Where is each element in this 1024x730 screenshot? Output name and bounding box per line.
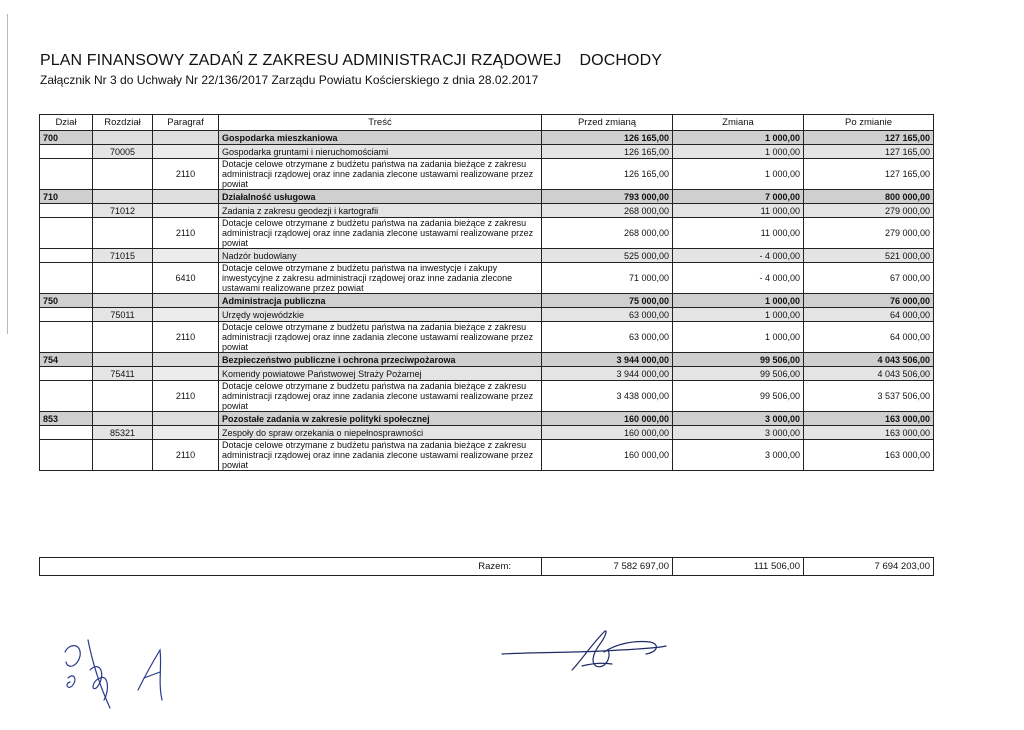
cell-po: 3 537 506,00 bbox=[804, 381, 934, 412]
cell-rozdzial: 71015 bbox=[93, 249, 153, 263]
cell-przed: 126 165,00 bbox=[542, 131, 673, 145]
cell-dzial: 853 bbox=[40, 412, 93, 426]
cell-dzial bbox=[40, 145, 93, 159]
cell-tresc: Dotacje celowe otrzymane z budżetu państwa na zadania bieżące z zakresu administracji rządowej oraz inne zadania zlecone ustawami realizowane przez powiat bbox=[219, 381, 542, 412]
table-row-par bbox=[40, 263, 934, 294]
cell-rozdzial: 75411 bbox=[93, 367, 153, 381]
signature-right bbox=[500, 622, 670, 682]
cell-przed: 793 000,00 bbox=[542, 190, 673, 204]
cell-tresc: Dotacje celowe otrzymane z budżetu państwa na zadania bieżące z zakresu administracji rządowej oraz inne zadania zlecone ustawami realizowane przez powiat bbox=[219, 218, 542, 249]
cell-zmiana: 1 000,00 bbox=[673, 294, 804, 308]
cell-rozdzial bbox=[93, 440, 153, 471]
cell-dzial: 754 bbox=[40, 353, 93, 367]
cell-paragraf bbox=[153, 308, 219, 322]
cell-dzial bbox=[40, 440, 93, 471]
cell-zmiana: 1 000,00 bbox=[673, 131, 804, 145]
cell-zmiana: 99 506,00 bbox=[673, 367, 804, 381]
cell-po: 64 000,00 bbox=[804, 308, 934, 322]
cell-po: 67 000,00 bbox=[804, 263, 934, 294]
cell-zmiana: - 4 000,00 bbox=[673, 249, 804, 263]
document-title bbox=[40, 52, 662, 70]
table-row-par bbox=[40, 218, 934, 249]
table-row-rozdzial bbox=[40, 249, 934, 263]
table-row-rozdzial bbox=[40, 426, 934, 440]
table-row-rozdzial bbox=[40, 308, 934, 322]
cell-przed: 3 438 000,00 bbox=[542, 381, 673, 412]
cell-paragraf bbox=[153, 353, 219, 367]
cell-tresc: Dotacje celowe otrzymane z budżetu państwa na inwestycje i zakupy inwestycyjne z zakresu administracji rządowej oraz inne zadania zlecone ustawami realizowane przez powiat bbox=[219, 263, 542, 294]
cell-przed: 126 165,00 bbox=[542, 159, 673, 190]
cell-przed: 268 000,00 bbox=[542, 204, 673, 218]
cell-zmiana: 1 000,00 bbox=[673, 308, 804, 322]
cell-paragraf bbox=[153, 412, 219, 426]
cell-przed: 3 944 000,00 bbox=[542, 367, 673, 381]
cell-tresc: Dotacje celowe otrzymane z budżetu państwa na zadania bieżące z zakresu administracji rządowej oraz inne zadania zlecone ustawami realizowane przez powiat bbox=[219, 322, 542, 353]
table-row-dzial bbox=[40, 412, 934, 426]
total-po: 7 694 203,00 bbox=[804, 558, 934, 576]
cell-zmiana: - 4 000,00 bbox=[673, 263, 804, 294]
table-body bbox=[40, 131, 934, 471]
finance-table bbox=[39, 114, 934, 471]
total-row bbox=[40, 558, 934, 576]
cell-rozdzial bbox=[93, 353, 153, 367]
col-header-zmiana: Zmiana bbox=[673, 115, 804, 131]
table-row-par bbox=[40, 322, 934, 353]
col-header-rozdzial: Rozdział bbox=[93, 115, 153, 131]
cell-po: 127 165,00 bbox=[804, 131, 934, 145]
table-row-rozdzial bbox=[40, 204, 934, 218]
signature-left bbox=[60, 630, 190, 720]
cell-paragraf: 2110 bbox=[153, 322, 219, 353]
cell-po: 521 000,00 bbox=[804, 249, 934, 263]
cell-tresc: Komendy powiatowe Państwowej Straży Pożarnej bbox=[219, 367, 542, 381]
total-zmiana: 111 506,00 bbox=[673, 558, 804, 576]
total-przed: 7 582 697,00 bbox=[542, 558, 673, 576]
cell-dzial bbox=[40, 308, 93, 322]
title-suffix: DOCHODY bbox=[579, 52, 662, 69]
table-row-dzial bbox=[40, 190, 934, 204]
table-header-row bbox=[40, 115, 934, 131]
col-header-przed: Przed zmianą bbox=[542, 115, 673, 131]
col-header-tresc: Treść bbox=[219, 115, 542, 131]
cell-paragraf: 6410 bbox=[153, 263, 219, 294]
table-row-rozdzial bbox=[40, 367, 934, 381]
cell-dzial bbox=[40, 204, 93, 218]
table-row-dzial bbox=[40, 294, 934, 308]
total-row-table bbox=[39, 557, 934, 576]
cell-po: 279 000,00 bbox=[804, 218, 934, 249]
cell-po: 4 043 506,00 bbox=[804, 367, 934, 381]
cell-paragraf: 2110 bbox=[153, 381, 219, 412]
cell-rozdzial bbox=[93, 218, 153, 249]
cell-zmiana: 11 000,00 bbox=[673, 218, 804, 249]
cell-zmiana: 99 506,00 bbox=[673, 381, 804, 412]
cell-rozdzial bbox=[93, 412, 153, 426]
cell-zmiana: 3 000,00 bbox=[673, 426, 804, 440]
cell-po: 163 000,00 bbox=[804, 440, 934, 471]
cell-tresc: Urzędy wojewódzkie bbox=[219, 308, 542, 322]
cell-tresc: Gospodarka gruntami i nieruchomościami bbox=[219, 145, 542, 159]
cell-zmiana: 7 000,00 bbox=[673, 190, 804, 204]
cell-paragraf bbox=[153, 190, 219, 204]
cell-rozdzial: 70005 bbox=[93, 145, 153, 159]
table-row-dzial bbox=[40, 131, 934, 145]
cell-dzial bbox=[40, 263, 93, 294]
cell-zmiana: 1 000,00 bbox=[673, 159, 804, 190]
cell-tresc: Zespoły do spraw orzekania o niepełnosprawności bbox=[219, 426, 542, 440]
cell-przed: 3 944 000,00 bbox=[542, 353, 673, 367]
cell-dzial bbox=[40, 367, 93, 381]
cell-dzial bbox=[40, 322, 93, 353]
table-row-dzial bbox=[40, 353, 934, 367]
cell-paragraf bbox=[153, 294, 219, 308]
cell-zmiana: 11 000,00 bbox=[673, 204, 804, 218]
cell-tresc: Działalność usługowa bbox=[219, 190, 542, 204]
cell-paragraf bbox=[153, 426, 219, 440]
col-header-po: Po zmianie bbox=[804, 115, 934, 131]
cell-po: 64 000,00 bbox=[804, 322, 934, 353]
cell-rozdzial: 85321 bbox=[93, 426, 153, 440]
cell-rozdzial bbox=[93, 159, 153, 190]
cell-dzial bbox=[40, 249, 93, 263]
cell-przed: 63 000,00 bbox=[542, 308, 673, 322]
cell-tresc: Gospodarka mieszkaniowa bbox=[219, 131, 542, 145]
col-header-paragraf: Paragraf bbox=[153, 115, 219, 131]
cell-zmiana: 99 506,00 bbox=[673, 353, 804, 367]
cell-zmiana: 3 000,00 bbox=[673, 440, 804, 471]
cell-tresc: Administracja publiczna bbox=[219, 294, 542, 308]
cell-przed: 160 000,00 bbox=[542, 426, 673, 440]
cell-paragraf bbox=[153, 204, 219, 218]
cell-paragraf bbox=[153, 367, 219, 381]
cell-tresc: Zadania z zakresu geodezji i kartografii bbox=[219, 204, 542, 218]
cell-przed: 126 165,00 bbox=[542, 145, 673, 159]
cell-dzial bbox=[40, 218, 93, 249]
cell-po: 163 000,00 bbox=[804, 426, 934, 440]
cell-dzial: 700 bbox=[40, 131, 93, 145]
cell-przed: 160 000,00 bbox=[542, 440, 673, 471]
cell-przed: 71 000,00 bbox=[542, 263, 673, 294]
cell-rozdzial: 71012 bbox=[93, 204, 153, 218]
cell-przed: 525 000,00 bbox=[542, 249, 673, 263]
page-edge-line bbox=[7, 14, 8, 334]
col-header-dzial: Dział bbox=[40, 115, 93, 131]
cell-tresc: Nadzór budowlany bbox=[219, 249, 542, 263]
cell-przed: 160 000,00 bbox=[542, 412, 673, 426]
cell-paragraf: 2110 bbox=[153, 440, 219, 471]
cell-rozdzial bbox=[93, 190, 153, 204]
cell-tresc: Bezpieczeństwo publiczne i ochrona przeciwpożarowa bbox=[219, 353, 542, 367]
cell-przed: 268 000,00 bbox=[542, 218, 673, 249]
cell-tresc: Dotacje celowe otrzymane z budżetu państwa na zadania bieżące z zakresu administracji rządowej oraz inne zadania zlecone ustawami realizowane przez powiat bbox=[219, 440, 542, 471]
cell-rozdzial bbox=[93, 263, 153, 294]
cell-tresc: Pozostałe zadania w zakresie polityki społecznej bbox=[219, 412, 542, 426]
total-label: Razem: bbox=[40, 558, 542, 576]
cell-po: 127 165,00 bbox=[804, 145, 934, 159]
cell-zmiana: 1 000,00 bbox=[673, 322, 804, 353]
cell-rozdzial: 75011 bbox=[93, 308, 153, 322]
cell-rozdzial bbox=[93, 131, 153, 145]
cell-rozdzial bbox=[93, 381, 153, 412]
cell-paragraf: 2110 bbox=[153, 159, 219, 190]
cell-po: 4 043 506,00 bbox=[804, 353, 934, 367]
title-main: PLAN FINANSOWY ZADAŃ Z ZAKRESU ADMINISTRACJI RZĄDOWEJ bbox=[40, 52, 562, 69]
cell-przed: 63 000,00 bbox=[542, 322, 673, 353]
cell-rozdzial bbox=[93, 294, 153, 308]
cell-dzial: 710 bbox=[40, 190, 93, 204]
cell-po: 279 000,00 bbox=[804, 204, 934, 218]
cell-rozdzial bbox=[93, 322, 153, 353]
cell-paragraf: 2110 bbox=[153, 218, 219, 249]
document-header bbox=[40, 52, 662, 87]
cell-paragraf bbox=[153, 145, 219, 159]
cell-tresc: Dotacje celowe otrzymane z budżetu państwa na zadania bieżące z zakresu administracji rządowej oraz inne zadania zlecone ustawami realizowane przez powiat bbox=[219, 159, 542, 190]
cell-dzial bbox=[40, 381, 93, 412]
table-row-par bbox=[40, 381, 934, 412]
cell-dzial bbox=[40, 159, 93, 190]
cell-po: 76 000,00 bbox=[804, 294, 934, 308]
cell-po: 800 000,00 bbox=[804, 190, 934, 204]
document-subtitle: Załącznik Nr 3 do Uchwały Nr 22/136/2017 Zarządu Powiatu Kościerskiego z dnia 28.02.2017 bbox=[40, 73, 539, 87]
table-row-par bbox=[40, 159, 934, 190]
cell-przed: 75 000,00 bbox=[542, 294, 673, 308]
cell-po: 163 000,00 bbox=[804, 412, 934, 426]
cell-po: 127 165,00 bbox=[804, 159, 934, 190]
table-row-rozdzial bbox=[40, 145, 934, 159]
cell-paragraf bbox=[153, 131, 219, 145]
cell-dzial: 750 bbox=[40, 294, 93, 308]
table-row-par bbox=[40, 440, 934, 471]
cell-zmiana: 3 000,00 bbox=[673, 412, 804, 426]
cell-dzial bbox=[40, 426, 93, 440]
cell-paragraf bbox=[153, 249, 219, 263]
cell-zmiana: 1 000,00 bbox=[673, 145, 804, 159]
